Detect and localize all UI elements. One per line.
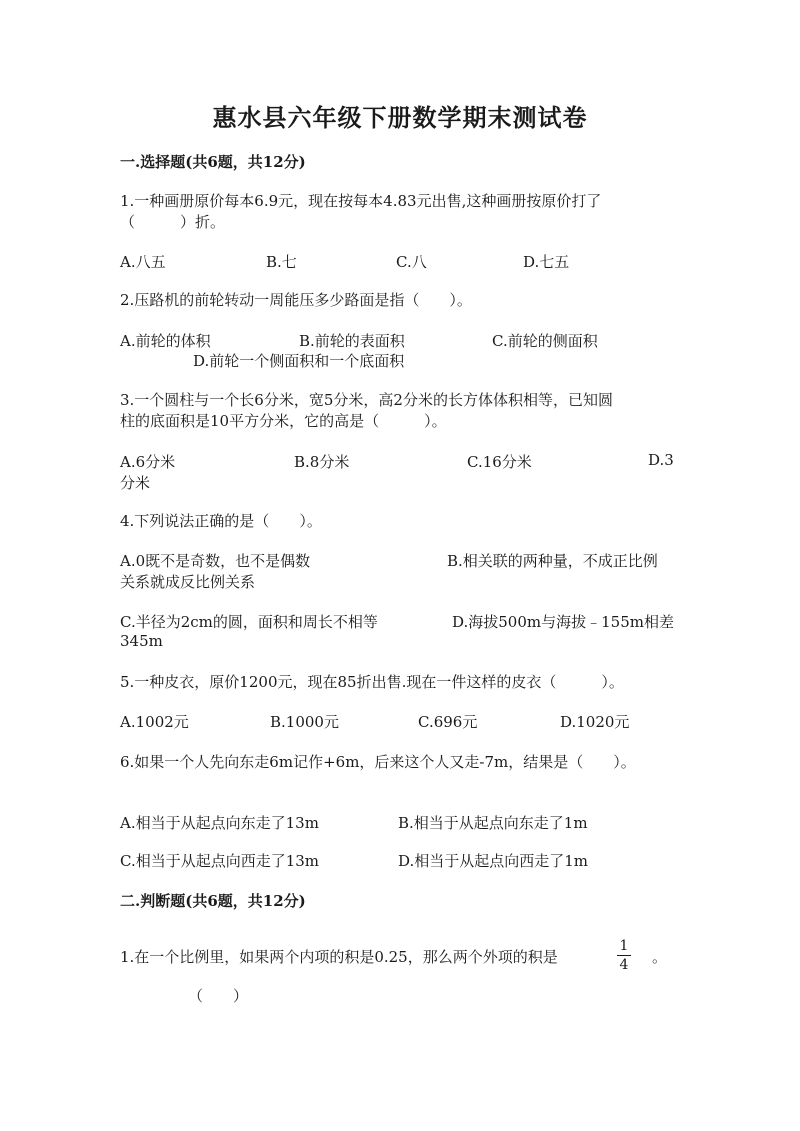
q4-option-b: B.相关联的两种量，不成正比例 [447, 552, 658, 570]
fraction-one-quarter [617, 938, 631, 973]
q5-option-a: A.1002元 [120, 713, 189, 731]
q2-option-d: D.前轮一个侧面积和一个底面积 [193, 352, 405, 370]
question-4-text: 4.下列说法正确的是（ ）。 [120, 512, 322, 530]
fraction-numerator: 1 [619, 938, 629, 954]
judge-1-period: 。 [652, 948, 668, 966]
question-3-text: 3.一个圆柱与一个长6分米，宽5分米，高2分米的长方体体积相等，已知圆 [120, 391, 613, 409]
q6-option-d: D.相当于从起点向西走了1m [398, 852, 589, 870]
q4-option-c: C.半径为2cm的圆，面积和周长不相等 [120, 613, 378, 631]
q5-option-d: D.1020元 [560, 713, 630, 731]
question-2-text: 2.压路机的前轮转动一周能压多少路面是指（ ）。 [120, 291, 472, 309]
q3-option-b: B.8分米 [294, 453, 350, 471]
section-heading-choice: 一.选择题(共6题，共12分) [120, 153, 306, 171]
question-5-text: 5.一种皮衣，原价1200元，现在85折出售.现在一件这样的皮衣（ ）。 [120, 673, 624, 691]
q2-option-b: B.前轮的表面积 [299, 332, 405, 350]
question-1-text: 1.一种画册原价每本6.9元，现在按每本4.83元出售,这种画册按原价打了 [120, 192, 602, 210]
q4-option-d-wrap: 345m [120, 632, 163, 650]
q5-option-b: B.1000元 [270, 713, 339, 731]
q6-option-a: A.相当于从起点向东走了13m [120, 814, 319, 832]
fraction-denominator: 4 [619, 957, 629, 973]
q3-option-c: C.16分米 [467, 453, 532, 471]
q4-option-a: A.0既不是奇数，也不是偶数 [120, 552, 311, 570]
q1-option-c: C.八 [396, 253, 427, 271]
section-heading-judgement: 二.判断题(共6题，共12分) [120, 892, 306, 910]
q6-option-c: C.相当于从起点向西走了13m [120, 852, 320, 870]
q6-option-b: B.相当于从起点向东走了1m [398, 814, 588, 832]
q3-option-d-wrap: 分米 [120, 474, 151, 492]
q2-option-a: A.前轮的体积 [120, 332, 211, 350]
q4-option-b-wrap: 关系就成反比例关系 [120, 573, 256, 591]
q1-option-a: A.八五 [120, 253, 166, 271]
q1-option-b: B.七 [266, 253, 297, 271]
judge-1-text: 1.在一个比例里，如果两个内项的积是0.25，那么两个外项的积是 [120, 948, 558, 966]
judge-1-answer-blank[interactable]: （ ） [188, 987, 249, 1005]
q3-option-a: A.6分米 [120, 453, 176, 471]
q5-option-c: C.696元 [418, 713, 478, 731]
q4-option-d: D.海拔500m与海拔﹣155m相差 [452, 613, 674, 631]
page-title: 惠水县六年级下册数学期末测试卷 [212, 103, 588, 132]
question-3-text-cont: 柱的底面积是10平方分米，它的高是（ ）。 [120, 412, 447, 430]
question-1-text-cont: （ ）折。 [120, 213, 226, 231]
q3-option-d: D.3 [648, 451, 674, 469]
question-6-text: 6.如果一个人先向东走6m记作+6m，后来这个人又走-7m，结果是（ ）。 [120, 753, 636, 771]
q1-option-d: D.七五 [523, 253, 570, 271]
q2-option-c: C.前轮的侧面积 [492, 332, 598, 350]
fraction-bar [617, 955, 631, 956]
